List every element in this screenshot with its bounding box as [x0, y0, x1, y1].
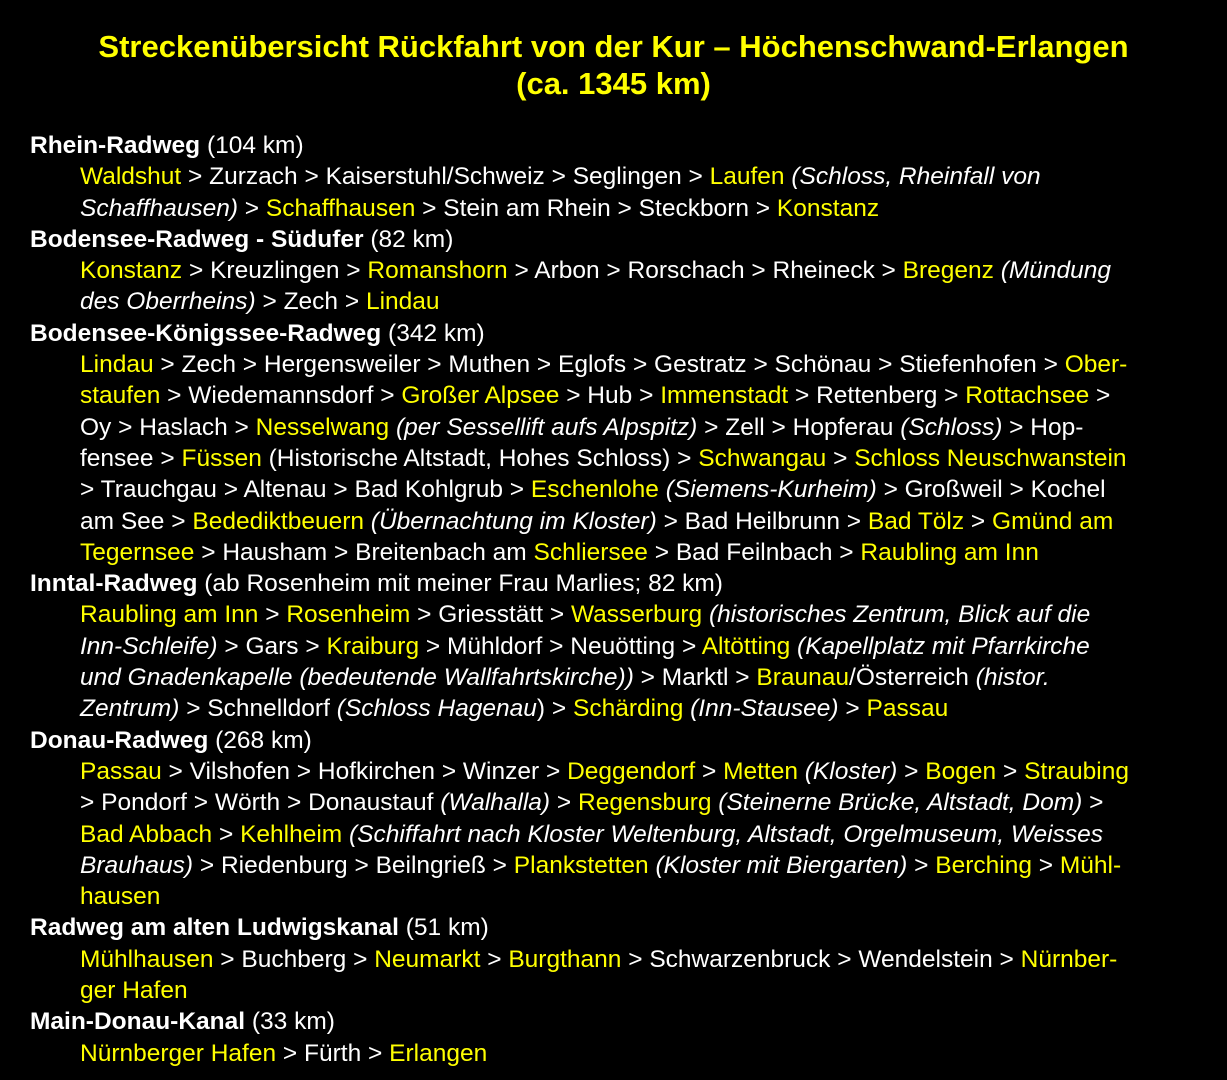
- highlighted-stop: Bad Abbach: [80, 820, 213, 848]
- highlighted-stop: Füssen: [181, 444, 262, 472]
- highlighted-stop: Bogen: [925, 757, 997, 785]
- route-text: (Inn-Stausee): [683, 695, 839, 723]
- route-text: Zentrum): [80, 695, 180, 723]
- route-text: > Vilshofen > Hofkirchen > Winzer >: [161, 757, 568, 785]
- route-text: >: [826, 444, 855, 472]
- route-text: > Zech > Hergensweiler > Muthen > Eglofs > Gestratz > Schönau > Stiefenhofen >: [153, 351, 1065, 379]
- route-text: > Gars >: [217, 632, 327, 660]
- page-title: [0, 28, 1227, 102]
- route-text: > Rettenberg >: [788, 382, 966, 410]
- highlighted-stop: Ober-: [1064, 351, 1128, 379]
- section-heading-inntal-radweg: [30, 568, 1225, 599]
- route-line: [30, 850, 1225, 881]
- route-text: >: [996, 757, 1025, 785]
- section-distance: (104 km): [200, 132, 304, 159]
- highlighted-stop: Mühlhausen: [80, 945, 214, 973]
- section-name: Rhein-Radweg: [30, 132, 201, 159]
- route-text: > Pondorf > Wörth > Donaustauf: [80, 789, 441, 817]
- section-distance: (82 km): [363, 225, 454, 253]
- route-line: [30, 631, 1225, 662]
- highlighted-stop: Schloss Neuschwanstein: [854, 444, 1127, 472]
- route-text: > Wiedemannsdorf >: [160, 382, 402, 410]
- route-text: > Bad Heilbrunn >: [656, 507, 868, 535]
- route-text: > Arbon > Rorschach > Rheineck >: [507, 257, 903, 285]
- route-text: (Kapellplatz mit Pfarrkirche: [790, 632, 1090, 660]
- highlighted-stop: hausen: [80, 883, 161, 911]
- route-text: > Zurzach > Kaiserstuhl/Schweiz > Seglingen >: [181, 163, 710, 191]
- highlighted-stop: Altötting: [701, 632, 791, 660]
- highlighted-stop: Erlangen: [389, 1039, 488, 1067]
- route-text: (Historische Altstadt, Hohes Schloss) >: [261, 444, 699, 472]
- highlighted-stop: Lindau: [365, 288, 440, 316]
- route-text: >: [897, 757, 926, 785]
- route-text: >: [212, 820, 241, 848]
- highlighted-stop: Wasserburg: [570, 601, 703, 629]
- highlighted-stop: Regensburg: [578, 789, 712, 817]
- route-text: > Zech >: [255, 288, 366, 316]
- route-line: [30, 380, 1225, 411]
- highlighted-stop: Plankstetten: [513, 851, 649, 879]
- highlighted-stop: Mühl-: [1059, 851, 1122, 879]
- route-text: > Fürth >: [276, 1039, 390, 1067]
- highlighted-stop: Deggendorf: [567, 757, 696, 785]
- route-line: [30, 944, 1225, 975]
- highlighted-stop: Gmünd am: [992, 507, 1114, 535]
- section-heading-rhein-radweg: [30, 130, 1225, 161]
- route-text: (Steinerne Brücke, Altstadt, Dom): [711, 789, 1083, 817]
- route-text: > Griesstätt >: [410, 601, 571, 629]
- highlighted-stop: Konstanz: [80, 257, 183, 285]
- section-name: Main-Donau-Kanal: [30, 1008, 246, 1036]
- route-text: am See >: [80, 507, 193, 535]
- route-text: (Schloss, Rheinfall von: [784, 163, 1041, 191]
- route-text: (Kloster): [797, 757, 898, 785]
- route-text: > Hausham > Breitenbach am: [194, 538, 534, 566]
- section-heading-main-donau-kanal: [30, 1006, 1225, 1037]
- route-text: > Schnelldorf: [179, 695, 337, 723]
- highlighted-stop: Romanshorn: [367, 257, 508, 285]
- section-name: Radweg am alten Ludwigskanal: [30, 914, 399, 942]
- route-text: Inn-Schleife): [80, 632, 218, 660]
- highlighted-stop: Rottachsee: [965, 382, 1090, 410]
- route-line: [30, 756, 1225, 787]
- route-text: >: [550, 789, 578, 817]
- highlighted-stop: Nürnberger Hafen: [80, 1039, 277, 1067]
- section-heading-bodensee-radweg-suedufer: [30, 224, 1225, 255]
- route-text: (Schloss Hagenau: [336, 695, 537, 723]
- section-name: Inntal-Radweg: [30, 570, 198, 598]
- route-text: > Stein am Rhein > Steckborn >: [415, 194, 777, 222]
- route-line: [30, 881, 1225, 912]
- route-line: [30, 1038, 1225, 1069]
- route-text: > Schwarzenbruck > Wendelstein >: [621, 945, 1021, 973]
- highlighted-stop: Passau: [80, 757, 162, 785]
- route-line: [30, 412, 1225, 443]
- highlighted-stop: Metten: [723, 757, 798, 785]
- route-text: (Kloster mit Biergarten): [648, 851, 908, 879]
- route-line: [30, 819, 1225, 850]
- route-text: >: [838, 695, 867, 723]
- route-line: [30, 599, 1225, 630]
- section-distance: (33 km): [245, 1008, 335, 1036]
- section-name: Bodensee-Radweg - Südufer: [30, 225, 364, 253]
- highlighted-stop: Kehlheim: [240, 820, 343, 848]
- section-name: Donau-Radweg: [30, 726, 209, 754]
- route-text: >: [1031, 851, 1060, 879]
- route-text: fensee >: [80, 444, 182, 472]
- title-line-1: Streckenübersicht Rückfahrt von der Kur – Höchenschwand-Erlangen: [98, 29, 1129, 64]
- route-text: >: [695, 757, 724, 785]
- route-text: (Schiffahrt nach Kloster Weltenburg, Altstadt, Orgelmuseum, Weisses: [342, 820, 1103, 848]
- route-text: > Hub >: [559, 382, 661, 410]
- highlighted-stop: Eschenlohe: [530, 476, 659, 504]
- highlighted-stop: Konstanz: [776, 194, 880, 222]
- route-overview: [30, 130, 1225, 1069]
- route-line: [30, 693, 1225, 724]
- route-text: des Oberrheins): [80, 288, 256, 316]
- highlighted-stop: Bedediktbeuern: [192, 507, 364, 535]
- highlighted-stop: Immenstadt: [660, 382, 789, 410]
- highlighted-stop: Nesselwang: [255, 413, 390, 441]
- highlighted-stop: Berching: [935, 851, 1032, 879]
- route-text: > Marktl >: [633, 664, 757, 692]
- route-line: [30, 255, 1225, 286]
- route-text: > Buchberg >: [213, 945, 375, 973]
- highlighted-stop: Rosenheim: [286, 601, 411, 629]
- route-text: > Zell > Hopferau: [697, 413, 901, 441]
- highlighted-stop: Braunau: [756, 664, 850, 692]
- route-line: [30, 975, 1225, 1006]
- highlighted-stop: Schaffhausen: [265, 194, 416, 222]
- section-distance: (268 km): [208, 726, 312, 754]
- route-text: (Schloss): [900, 413, 1003, 441]
- route-line: [30, 787, 1225, 818]
- highlighted-stop: Straubing: [1024, 757, 1129, 785]
- route-text: (Walhalla): [440, 789, 551, 817]
- route-text: > Riedenburg > Beilngrieß >: [193, 851, 514, 879]
- route-line: [30, 506, 1225, 537]
- highlighted-stop: Bad Tölz: [867, 507, 965, 535]
- route-line: [30, 443, 1225, 474]
- highlighted-stop: Raubling am Inn: [80, 601, 259, 629]
- route-line: [30, 662, 1225, 693]
- route-text: > Mühldorf > Neuötting >: [419, 632, 702, 660]
- route-text: /Österreich: [849, 664, 976, 692]
- route-text: > Trauchgau > Altenau > Bad Kohlgrub >: [80, 476, 531, 504]
- highlighted-stop: Großer Alpsee: [401, 382, 560, 410]
- section-heading-bodensee-koenigssee-radweg: [30, 318, 1225, 349]
- section-heading-radweg-am-alten-ludwigskanal: [30, 912, 1225, 943]
- section-distance: (342 km): [381, 319, 485, 347]
- route-line: [30, 193, 1225, 224]
- route-text: Schaffhausen): [80, 194, 238, 222]
- route-text: >: [238, 194, 266, 222]
- route-text: (per Sessellift aufs Alpspitz): [389, 413, 698, 441]
- highlighted-stop: Raubling am Inn: [860, 538, 1039, 566]
- route-line: [30, 161, 1225, 192]
- route-line: [30, 474, 1225, 505]
- highlighted-stop: Schärding: [573, 695, 684, 723]
- highlighted-stop: Laufen: [709, 163, 785, 191]
- section-distance: (51 km): [398, 914, 489, 942]
- highlighted-stop: Bregenz: [902, 257, 994, 285]
- route-text: (Übernachtung im Kloster): [364, 507, 657, 535]
- section-name: Bodensee-Königssee-Radweg: [30, 319, 382, 347]
- route-line: [30, 349, 1225, 380]
- section-distance: (ab Rosenheim mit meiner Frau Marlies; 82 km): [197, 570, 723, 598]
- highlighted-stop: Burgthann: [508, 945, 622, 973]
- route-text: (Siemens-Kurheim): [658, 476, 877, 504]
- highlighted-stop: Passau: [866, 695, 949, 723]
- route-text: (Mündung: [993, 257, 1112, 285]
- route-text: und Gnadenkapelle (bedeutende Wallfahrtskirche)): [80, 664, 634, 692]
- title-line-2: (ca. 1345 km): [516, 66, 711, 101]
- highlighted-stop: Nürnber-: [1020, 945, 1118, 973]
- route-text: >: [907, 851, 936, 879]
- route-text: > Großweil > Kochel: [876, 476, 1106, 504]
- route-text: (histor.: [975, 664, 1050, 692]
- highlighted-stop: staufen: [80, 382, 161, 410]
- highlighted-stop: Kraiburg: [326, 632, 420, 660]
- route-text: >: [964, 507, 993, 535]
- route-text: > Kreuzlingen >: [182, 257, 368, 285]
- highlighted-stop: ger Hafen: [80, 977, 188, 1005]
- route-text: >: [258, 601, 287, 629]
- route-text: Brauhaus): [80, 851, 194, 879]
- route-text: (historisches Zentrum, Blick auf die: [702, 601, 1091, 629]
- highlighted-stop: Waldshut: [80, 163, 182, 191]
- route-text: ) >: [536, 695, 573, 723]
- route-text: >: [480, 945, 509, 973]
- highlighted-stop: Schliersee: [533, 538, 648, 566]
- highlighted-stop: Tegernsee: [80, 538, 195, 566]
- highlighted-stop: Lindau: [80, 351, 154, 379]
- route-line: [30, 537, 1225, 568]
- route-text: >: [1082, 789, 1104, 817]
- highlighted-stop: Schwangau: [698, 444, 827, 472]
- route-text: Oy > Haslach >: [80, 413, 256, 441]
- highlighted-stop: Neumarkt: [374, 945, 481, 973]
- route-line: [30, 286, 1225, 317]
- route-text: > Hop-: [1002, 413, 1084, 441]
- route-text: > Bad Feilnbach >: [647, 538, 861, 566]
- section-heading-donau-radweg: [30, 725, 1225, 756]
- route-text: >: [1089, 382, 1111, 410]
